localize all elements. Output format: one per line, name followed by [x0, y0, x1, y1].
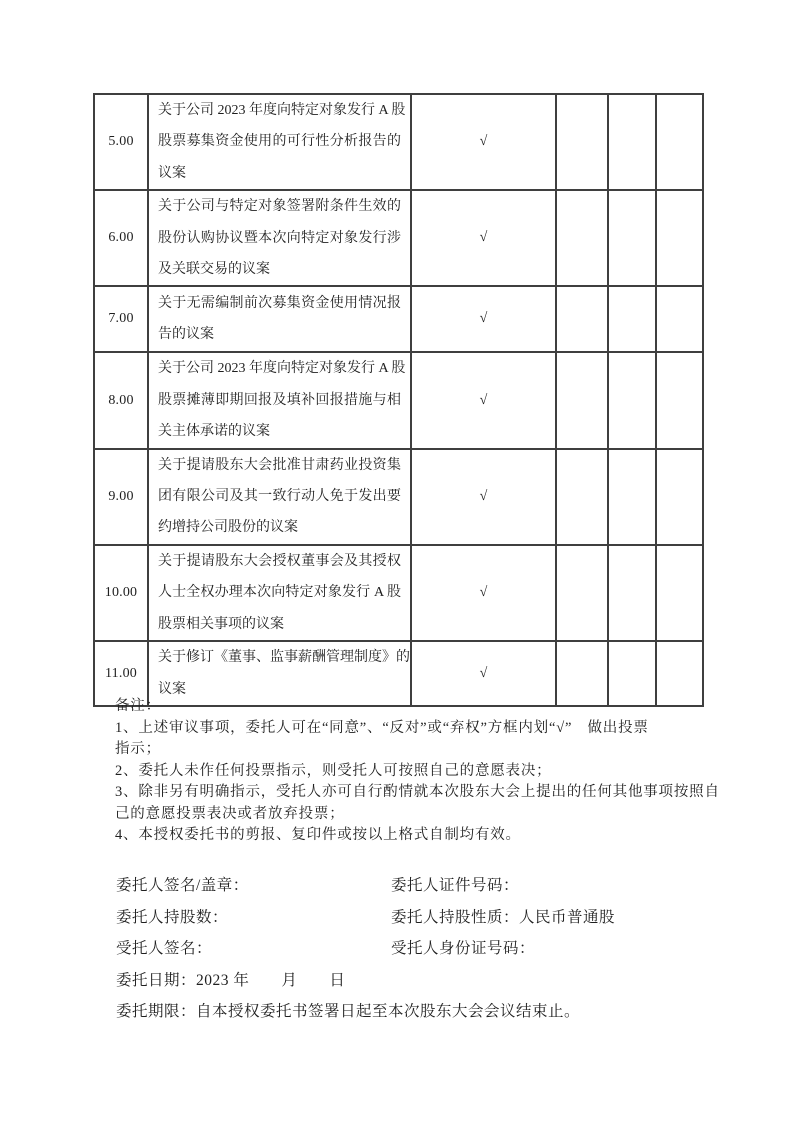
proposal-text-line: 关主体承诺的议案 — [158, 424, 270, 440]
vote-abstain-cell — [608, 94, 656, 190]
note-line-4: 4、本授权委托书的剪报、复印件或按以上格式自制均有效。 — [115, 827, 521, 843]
vote-agree-checkmark: √ — [411, 94, 556, 190]
proposal-text-line: 股票摊薄即期回报及填补回报措施与相 — [158, 392, 401, 408]
vote-extra-cell — [656, 545, 703, 641]
vote-agree-checkmark: √ — [411, 352, 556, 448]
vote-extra-cell — [656, 352, 703, 448]
proposal-number: 8.00 — [94, 352, 148, 448]
vote-agree-checkmark: √ — [411, 545, 556, 641]
proposal-table-body — [94, 94, 703, 706]
proposal-text-line: 团有限公司及其一致行动人免于发出要 — [158, 489, 401, 505]
signature-section — [116, 870, 716, 1028]
proposal-vote-table — [93, 93, 704, 707]
proposal-number: 11.00 — [94, 641, 148, 706]
note-line-1b: 指示； — [115, 741, 161, 757]
vote-extra-cell — [656, 190, 703, 286]
signature-row — [116, 933, 716, 965]
notes-title: 备注： — [115, 698, 161, 714]
grantor-signature-label: 委托人签名/盖章： — [116, 877, 249, 894]
proposal-text-line: 关于公司 2023 年度向特定对象发行 A 股 — [158, 103, 406, 118]
proposal-text-line: 关于修订《董事、监事薪酬管理制度》的 — [158, 650, 410, 666]
note-line-2: 2、委托人未作任何投票指示，则受托人可按照自己的意愿表决； — [115, 762, 552, 779]
proposal-number: 7.00 — [94, 286, 148, 352]
proposal-text — [148, 449, 411, 545]
proposal-text — [148, 545, 411, 641]
proposal-text-line: 股份认购协议暨本次向特定对象发行涉 — [158, 230, 401, 246]
grantor-share-type-label: 委托人持股性质：人民币普通股 — [391, 908, 616, 926]
vote-against-cell — [556, 190, 608, 286]
proposal-row — [94, 449, 703, 545]
vote-against-cell — [556, 352, 608, 448]
proposal-text-line: 股票募集资金使用的可行性分析报告的 — [158, 134, 401, 150]
vote-abstain-cell — [608, 190, 656, 286]
proposal-text-line: 关于公司 2023 年度向特定对象发行 A 股 — [158, 361, 406, 377]
proposal-text — [148, 94, 411, 190]
signature-row — [116, 902, 716, 934]
vote-agree-checkmark: √ — [411, 190, 556, 286]
vote-agree-checkmark: √ — [411, 286, 556, 352]
proposal-text-line: 议案 — [158, 681, 186, 697]
signature-row — [116, 870, 716, 902]
trustee-signature-label: 受托人签名： — [116, 940, 213, 957]
vote-against-cell — [556, 545, 608, 641]
vote-against-cell — [556, 94, 608, 190]
proposal-text-line: 约增持公司股份的议案 — [158, 520, 298, 536]
note-line-3: 3、除非另有明确指示，受托人亦可自行酌情就本次股东大会上提出的任何其他事项按照自 — [115, 784, 720, 800]
proposal-text-line: 关于公司与特定对象签署附条件生效的 — [158, 199, 401, 215]
proposal-text — [148, 190, 411, 286]
notes-section — [115, 696, 720, 847]
proposal-text-line: 关于无需编制前次募集资金使用情况报 — [158, 296, 401, 312]
note-line-1: 1、上述审议事项，委托人可在“同意”、“反对”或“弃权”方框内划“√” 做出投票 — [115, 719, 649, 736]
proposal-text-line: 关于提请股东大会批准甘肃药业投资集 — [158, 457, 401, 473]
proposal-text-line: 议案 — [158, 165, 186, 181]
vote-against-cell — [556, 286, 608, 352]
proposal-row — [94, 545, 703, 641]
grantor-id-number-label: 委托人证件号码： — [391, 877, 520, 894]
proposal-text — [148, 352, 411, 448]
vote-abstain-cell — [608, 449, 656, 545]
grantor-shares-held-label: 委托人持股数： — [116, 908, 229, 926]
proposal-number: 6.00 — [94, 190, 148, 286]
proxy-date-line: 委托日期：2023 年 月 日 — [116, 971, 346, 989]
proposal-text-line: 告的议案 — [158, 327, 214, 343]
vote-extra-cell — [656, 449, 703, 545]
note-line-3b: 己的意愿投票表决或者放弃投票； — [115, 805, 345, 822]
proposal-text — [148, 286, 411, 352]
proposal-row — [94, 286, 703, 352]
vote-agree-checkmark: √ — [411, 449, 556, 545]
vote-abstain-cell — [608, 352, 656, 448]
proposal-text-line: 股票相关事项的议案 — [158, 616, 284, 632]
proxy-term-line: 委托期限：自本授权委托书签署日起至本次股东大会会议结束止。 — [116, 1003, 581, 1020]
proposal-row — [94, 352, 703, 448]
vote-agree-checkmark: √ — [411, 641, 556, 706]
trustee-id-number-label: 受托人身份证号码： — [391, 940, 536, 957]
proposal-row — [94, 94, 703, 190]
proposal-number: 5.00 — [94, 94, 148, 190]
proposal-row — [94, 190, 703, 286]
proposal-text-line: 关于提请股东大会授权董事会及其授权 — [158, 553, 401, 569]
vote-abstain-cell — [608, 545, 656, 641]
proposal-text-line: 人士全权办理本次向特定对象发行 A 股 — [158, 585, 401, 601]
vote-abstain-cell — [608, 286, 656, 352]
vote-extra-cell — [656, 286, 703, 352]
proposal-number: 9.00 — [94, 449, 148, 545]
proposal-number: 10.00 — [94, 545, 148, 641]
proposal-text-line: 及关联交易的议案 — [158, 262, 270, 278]
vote-extra-cell — [656, 94, 703, 190]
vote-against-cell — [556, 449, 608, 545]
